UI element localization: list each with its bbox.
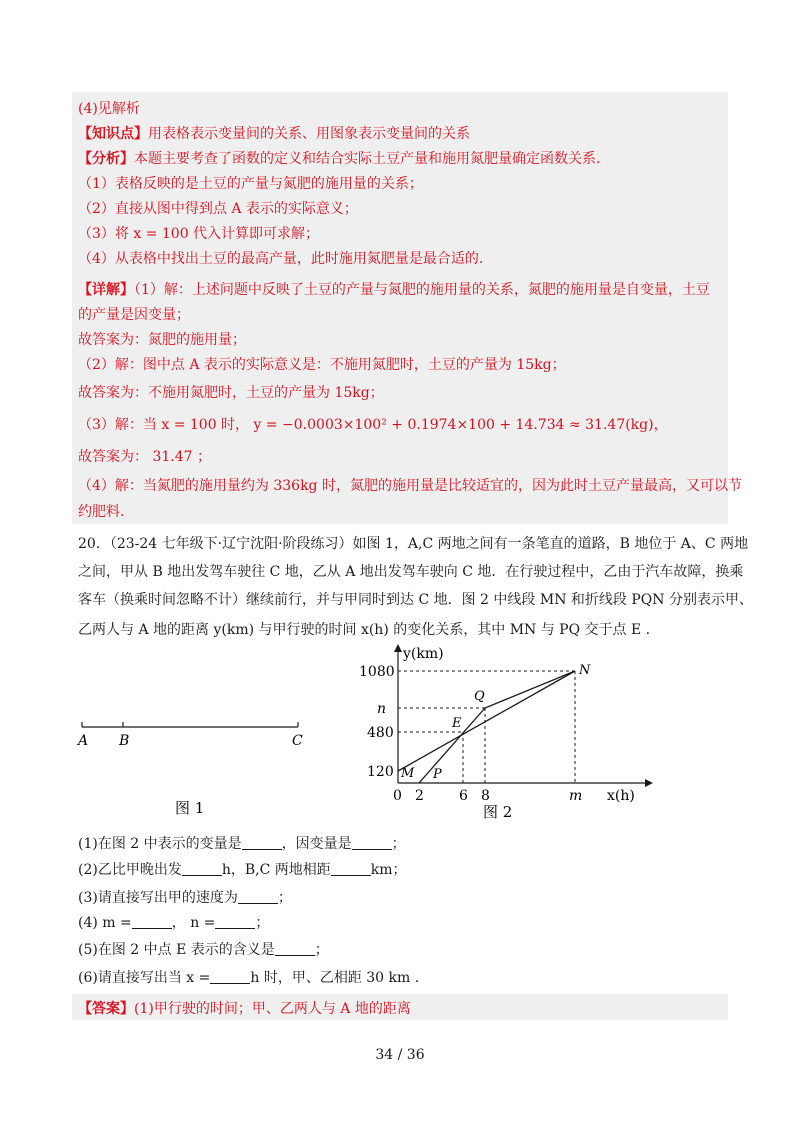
figure-1-caption: 图 1 [175,799,205,817]
point-q: Q [474,689,485,704]
line-mn [398,671,575,771]
detail-line-1b: 的产量是因变量； [78,307,190,323]
q3-text-a: (3)请直接写出甲的速度为 [78,890,238,906]
knowledge-point-tag: 【知识点】 [78,126,148,142]
detail-text-1: （1）解：上述问题中反映了土豆的产量与氮肥的施用量的关系，氮肥的施用量是自变量，土豆 [134,282,710,298]
q1-text-a: (1)在图 2 中表示的变量是 [78,836,242,852]
q4-text-c: ； [255,915,270,931]
analysis-step-2: （2）直接从图中得到点 A 表示的实际意义； [78,201,358,217]
label-a: A [78,733,89,749]
q4-blank-1[interactable] [132,914,172,929]
knowledge-point-text: 用表格表示变量间的关系、用图象表示变量间的关系 [148,126,470,142]
q6-blank[interactable] [210,969,250,984]
problem-line-1: 20．（23-24 七年级下·辽宁沈阳·阶段练习）如图 1，A,C 两地之间有一条笔直的道路，B 地位于 A、C 两地 [78,536,749,552]
label-c: C [292,733,303,749]
q2-text-b: h，B,C 两地相距 [221,862,331,878]
q5-text-a: (5)在图 2 中点 E 表示的含义是 [78,942,275,958]
x-tick-8: 8 [481,788,490,804]
question-2 [78,859,407,879]
q1-text-b: ，因变量是 [281,836,352,852]
detail-tag: 【详解】 [78,282,134,298]
analysis-step-4: （4）从表格中找出土豆的最高产量，此时施用氮肥量是最合适的. [78,251,484,267]
q3-blank[interactable] [238,889,278,904]
q2-text-c: km； [370,862,407,878]
analysis-text: 本题主要考查了函数的定义和结合实际土豆产量和施用氮肥量确定函数关系. [134,151,601,167]
y-axis-label: y(km) [403,646,444,662]
question-3 [78,887,292,907]
q3-text-b: ； [277,890,292,906]
label-b: B [119,733,130,749]
figure-2-graph [355,640,655,820]
detail-line-3: （3）解：当 x = 100 时， y = −0.0003×100² + 0.1974×100 + 14.734 ≈ 31.47(kg)， [78,417,668,433]
analysis-line [78,148,600,168]
knowledge-point-line [78,123,470,143]
q2-text-a: (2)乙比甲晚出发 [78,862,182,878]
figure-2-caption: 图 2 [483,803,513,820]
x-tick-2: 2 [415,788,424,804]
q2-blank-2[interactable] [331,861,371,876]
problem-line-2: 之间，甲从 B 地出发驾车驶往 C 地，乙从 A 地出发驾车驶向 C 地．在行驶过程中，乙由于汽车故障，换乘 [78,564,744,580]
q6-text-b: h 时，甲、乙相距 30 km . [250,970,420,986]
q1-blank-1[interactable] [242,835,282,850]
y-axis-arrow [394,644,402,652]
answer-bottom-text: (1)甲行驶的时间；甲、乙两人与 A 地的距离 [134,1001,411,1017]
y-tick-n: n [377,701,387,717]
polyline-pqn [419,671,575,783]
point-m: M [401,766,415,781]
detail-answer-1: 故答案为：氮肥的施用量； [78,332,246,348]
page-number: 34 / 36 [375,1047,425,1063]
q4-blank-2[interactable] [215,914,255,929]
x-tick-6: 6 [459,788,468,804]
y-tick-120: 120 [367,764,394,780]
analysis-tag: 【分析】 [78,151,134,167]
detail-line-2: （2）解：图中点 A 表示的实际意义是：不施用氮肥时，土豆的产量为 15kg； [78,357,566,373]
point-p: P [433,767,442,782]
x-axis-label: x(h) [607,788,635,804]
question-1 [78,833,406,853]
answer-tag: 【答案】 [78,1001,134,1017]
problem-line-4: 乙两人与 A 地的距离 y(km) 与甲行驶的时间 x(h) 的变化关系，其中 MN 与 PQ 交于点 E . [78,622,651,638]
detail-answer-2: 故答案为：不施用氮肥时，土豆的产量为 15kg； [78,385,384,401]
q5-blank[interactable] [275,941,315,956]
x-axis-arrow [645,779,653,787]
point-n: N [579,663,591,678]
y-tick-480: 480 [367,725,394,741]
question-4 [78,912,269,932]
point-e: E [452,716,462,731]
x-tick-m: m [569,788,583,804]
detail-line-4: （4）解：当氮肥的施用量约为 336kg 时，氮肥的施用量是比较适宜的，因为此时土豆产量最高，又可以节 [78,478,742,494]
q5-text-b: ； [314,942,329,958]
detail-answer-3: 故答案为： 31.47 ； [78,449,211,465]
x-tick-0: 0 [393,788,402,804]
q4-text-a: (4) m = [78,915,132,931]
figure-1-segment [70,715,320,825]
answer-bottom-line [78,998,411,1018]
q4-text-b: ， n = [171,915,216,931]
detail-line-4b: 约肥料. [78,504,125,520]
q2-blank-1[interactable] [182,861,222,876]
question-6 [78,967,419,987]
answer-line-4: (4)见解析 [78,101,140,117]
analysis-step-3: （3）将 x = 100 代入计算即可求解； [78,226,320,242]
q6-text-a: (6)请直接写出当 x = [78,970,211,986]
problem-line-3: 客车（换乘时间忽略不计）继续前行，并与甲同时到达 C 地．图 2 中线段 MN 和折线段 PQN 分别表示甲、 [78,592,753,608]
detail-line-1 [78,279,710,299]
q1-text-c: ； [391,836,406,852]
q1-blank-2[interactable] [352,835,392,850]
analysis-step-1: （1）表格反映的是土豆的产量与氮肥的施用量的关系； [78,176,423,192]
question-5 [78,939,329,959]
y-tick-1080: 1080 [359,664,395,680]
